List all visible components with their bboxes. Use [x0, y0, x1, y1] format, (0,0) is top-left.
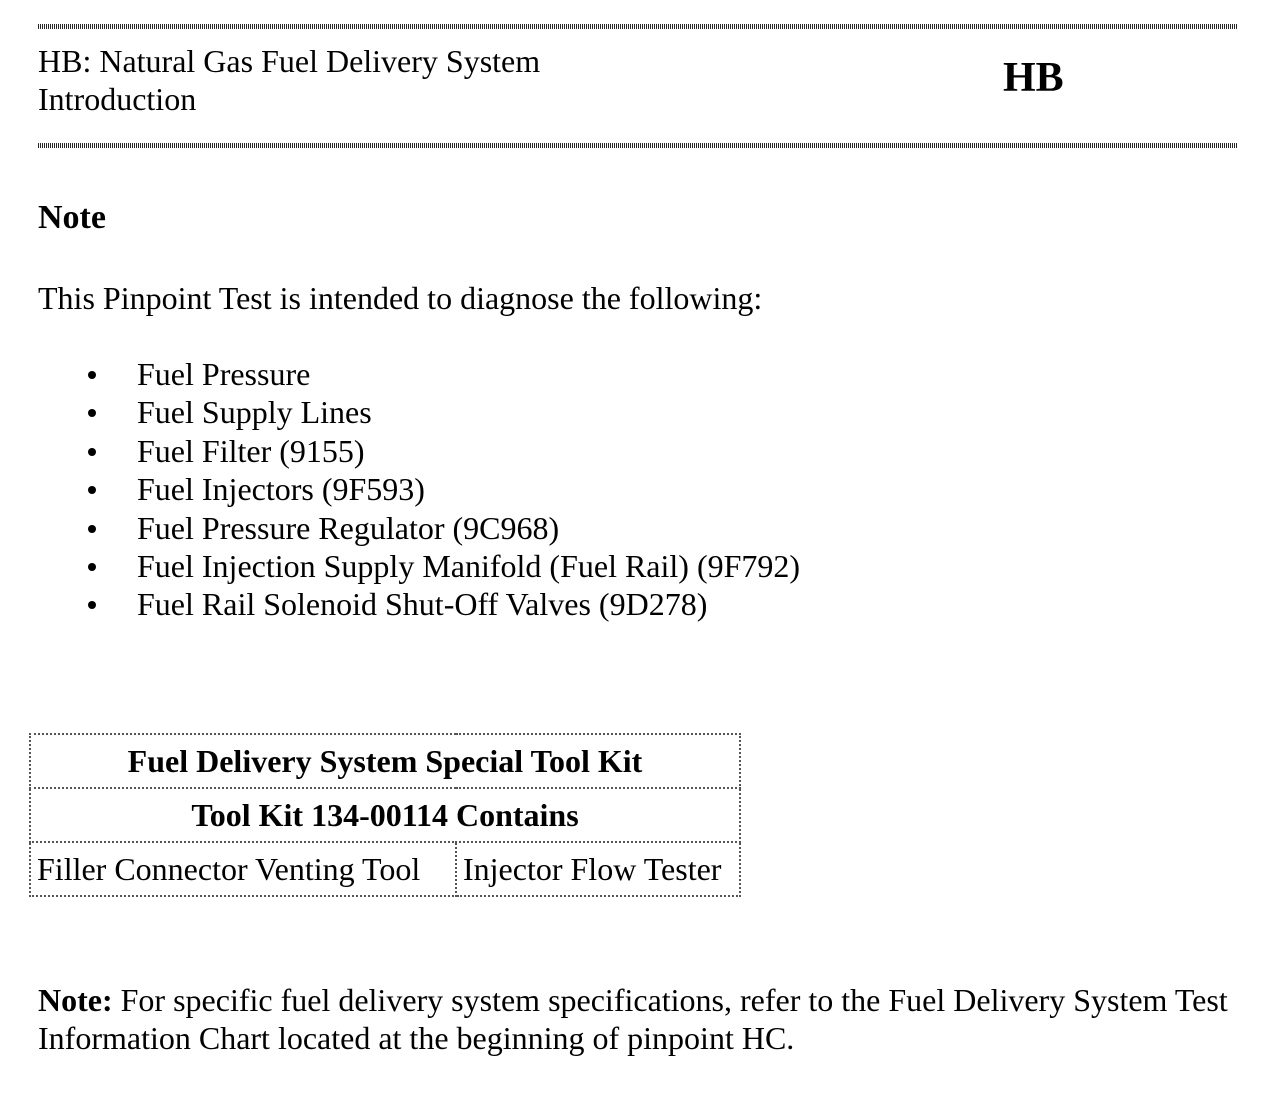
list-item: Fuel Filter (9155): [88, 432, 800, 470]
note-heading: Note: [38, 199, 106, 236]
intro-text: This Pinpoint Test is intended to diagnose the following:: [38, 280, 763, 316]
diagnosed-items-list: [88, 355, 800, 624]
tool-kit-subtitle: Tool Kit 134-00114 Contains: [30, 788, 740, 842]
section-code: HB: [1003, 55, 1064, 101]
list-item: Fuel Injection Supply Manifold (Fuel Rail) (9F792): [88, 547, 800, 585]
tool-cell: Filler Connector Venting Tool: [30, 842, 456, 896]
list-item: Fuel Pressure: [88, 355, 800, 393]
list-item: Fuel Injectors (9F593): [88, 470, 800, 508]
list-item: Fuel Supply Lines: [88, 393, 800, 431]
tool-kit-table: [29, 733, 741, 897]
table-row: [30, 734, 740, 788]
page-title-line2: Introduction: [38, 81, 197, 117]
table-row: [30, 842, 740, 896]
footnote: [38, 981, 1238, 1057]
list-item: Fuel Rail Solenoid Shut-Off Valves (9D278): [88, 585, 800, 623]
header-rule: [38, 143, 1238, 148]
list-item: Fuel Pressure Regulator (9C968): [88, 509, 800, 547]
page-title-line1: HB: Natural Gas Fuel Delivery System: [38, 43, 541, 79]
tool-cell: Injector Flow Tester: [456, 842, 740, 896]
tool-kit-title: Fuel Delivery System Special Tool Kit: [30, 734, 740, 788]
page-title: [38, 42, 540, 118]
footnote-text: For specific fuel delivery system specifications, refer to the Fuel Delivery System Test Information Chart located at the beginning of pinpoint HC.: [38, 982, 1228, 1056]
table-row: [30, 788, 740, 842]
footnote-label: Note:: [38, 982, 113, 1018]
top-rule: [38, 24, 1238, 29]
